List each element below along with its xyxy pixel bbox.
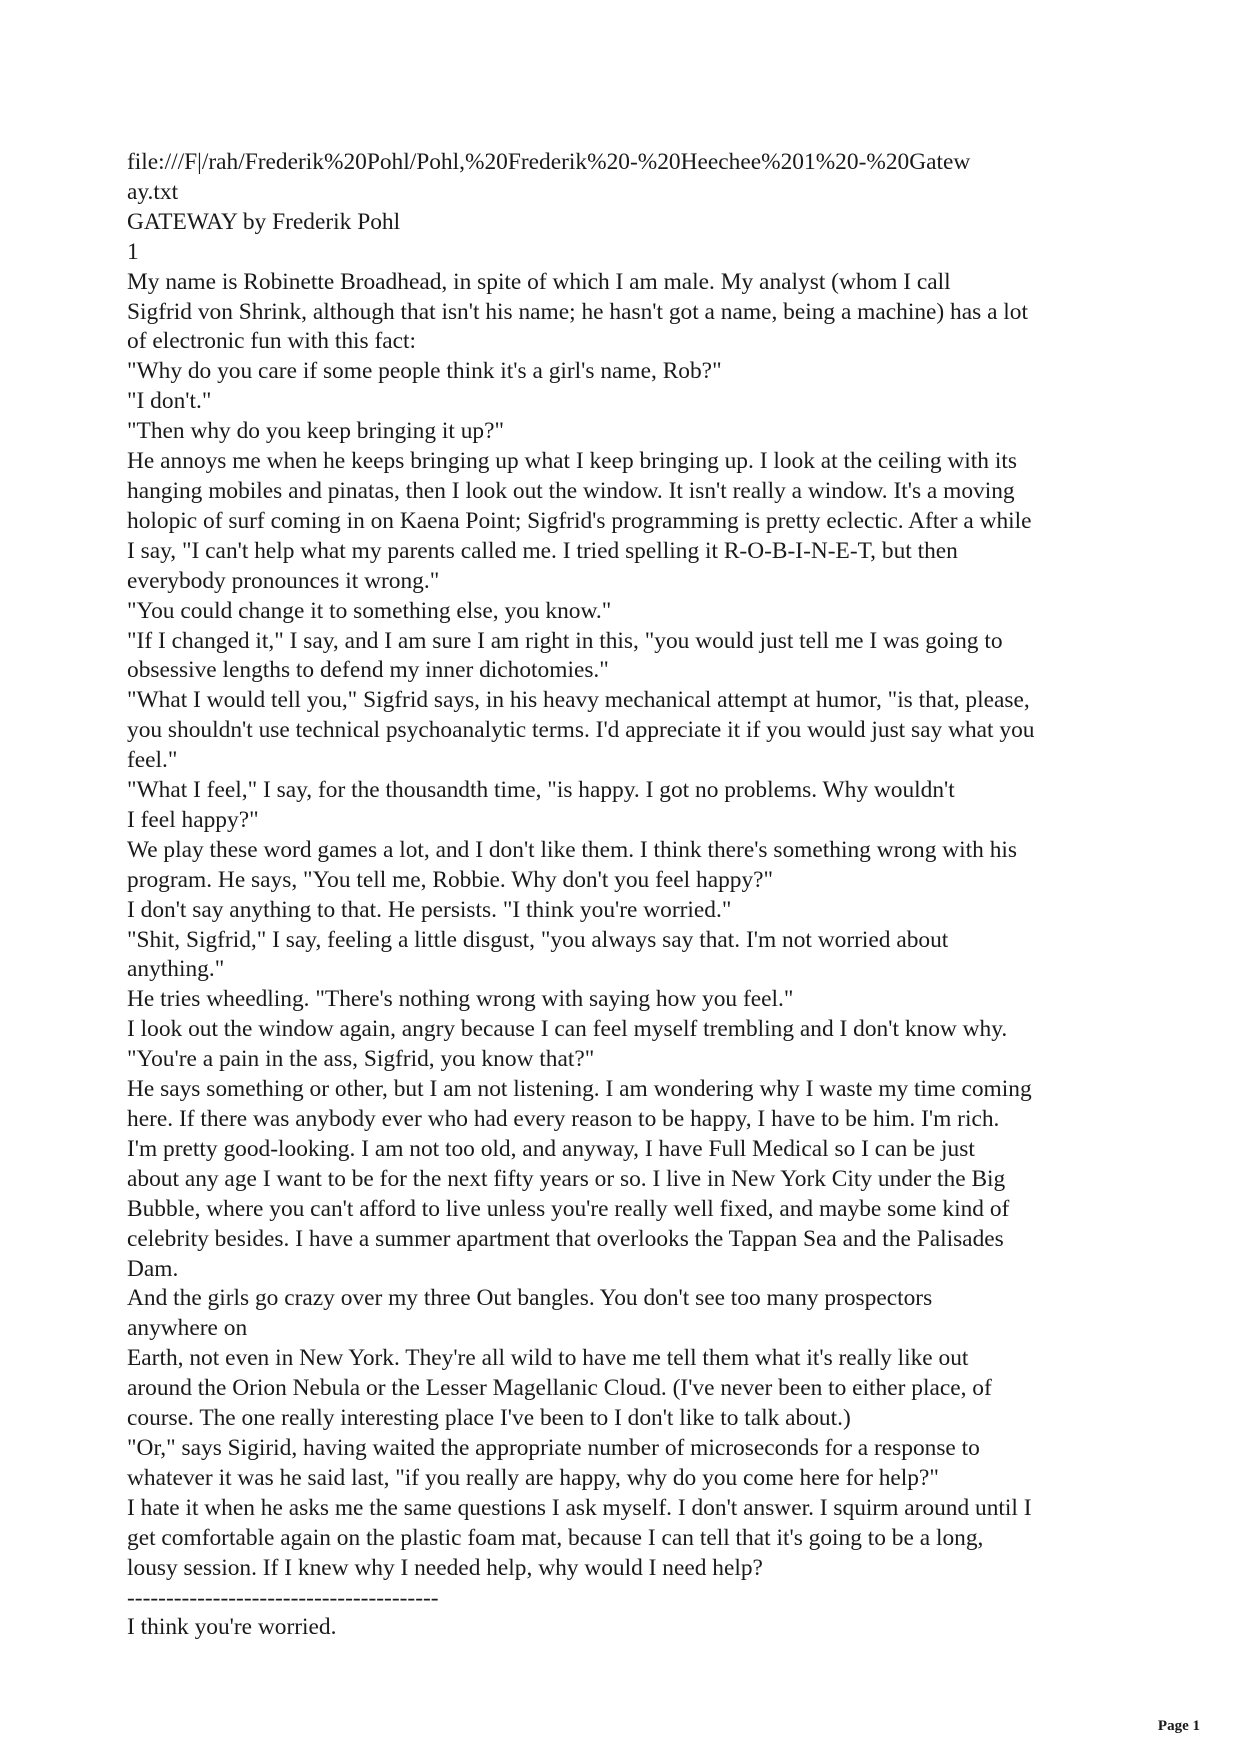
text-line: He annoys me when he keeps bringing up what I keep bringing up. I look at the ceiling with its — [127, 448, 1017, 475]
text-line: 1 — [127, 238, 139, 265]
text-line: ay.txt — [127, 178, 179, 205]
text-line: holopic of surf coming in on Kaena Point; Sigfrid's programming is pretty eclectic. After a while — [127, 507, 1032, 534]
text-line: hanging mobiles and pinatas, then I look out the window. It isn't really a window. It's a moving — [127, 477, 1015, 504]
text-line: course. The one really interesting place I've been to I don't like to talk about.) — [127, 1405, 851, 1432]
text-line: around the Orion Nebula or the Lesser Magellanic Cloud. (I've never been to either place, of — [127, 1375, 992, 1402]
text-line: Bubble, where you can't afford to live unless you're really well fixed, and maybe some kind of — [127, 1195, 1010, 1222]
text-line: "Or," says Sigirid, having waited the appropriate number of microseconds for a response to — [127, 1434, 980, 1461]
text-line: anywhere on — [127, 1315, 248, 1342]
text-line: I feel happy?" — [127, 806, 259, 833]
text-line: ---------------------------------------- — [127, 1584, 439, 1611]
text-line: everybody pronounces it wrong." — [127, 567, 440, 594]
text-line: "What I would tell you," Sigfrid says, in his heavy mechanical attempt at humor, "is that, please, — [127, 687, 1030, 714]
text-line: We play these word games a lot, and I don't like them. I think there's something wrong with his — [127, 836, 1018, 863]
text-line: I say, "I can't help what my parents called me. I tried spelling it R-O-B-I-N-E-T, but then — [127, 537, 958, 564]
document-body — [127, 148, 1117, 1643]
text-line: "You could change it to something else, you know." — [127, 597, 612, 624]
text-line: of electronic fun with this fact: — [127, 328, 417, 355]
text-line: "I don't." — [127, 388, 212, 415]
text-line: My name is Robinette Broadhead, in spite of which I am male. My analyst (whom I call — [127, 268, 951, 295]
text-line: feel." — [127, 747, 178, 774]
text-line: I don't say anything to that. He persists. "I think you're worried." — [127, 896, 732, 923]
text-line: And the girls go crazy over my three Out bangles. You don't see too many prospectors — [127, 1285, 933, 1312]
text-line: obsessive lengths to defend my inner dichotomies." — [127, 657, 609, 684]
text-line: program. He says, "You tell me, Robbie. Why don't you feel happy?" — [127, 866, 774, 893]
text-line: file:///F|/rah/Frederik%20Pohl/Pohl,%20Frederik%20-%20Heechee%201%20-%20Gatew — [127, 149, 971, 175]
text-line: you shouldn't use technical psychoanalytic terms. I'd appreciate it if you would just say what you — [127, 717, 1035, 744]
text-line: I think you're worried. — [127, 1614, 337, 1641]
page-number: Page 1 — [1157, 1718, 1200, 1734]
text-line: I'm pretty good-looking. I am not too old, and anyway, I have Full Medical so I can be just — [127, 1135, 975, 1162]
text-line: "Why do you care if some people think it's a girl's name, Rob?" — [127, 358, 722, 385]
text-line: about any age I want to be for the next fifty years or so. I live in New York City under the Big — [127, 1165, 1006, 1192]
text-line: celebrity besides. I have a summer apartment that overlooks the Tappan Sea and the Palisades — [127, 1225, 1004, 1252]
text-line: anything." — [127, 956, 225, 983]
text-line: whatever it was he said last, "if you really are happy, why do you come here for help?" — [127, 1464, 939, 1491]
text-line: get comfortable again on the plastic foam mat, because I can tell that it's going to be a long, — [127, 1524, 984, 1551]
text-line: He says something or other, but I am not listening. I am wondering why I waste my time coming — [127, 1076, 1032, 1103]
text-line: "You're a pain in the ass, Sigfrid, you know that?" — [127, 1046, 595, 1073]
text-line: Sigfrid von Shrink, although that isn't his name; he hasn't got a name, being a machine) has a lot — [127, 298, 1028, 325]
text-line: lousy session. If I knew why I needed help, why would I need help? — [127, 1554, 763, 1581]
text-line: "If I changed it," I say, and I am sure I am right in this, "you would just tell me I was going to — [127, 627, 1003, 654]
text-line: He tries wheedling. "There's nothing wrong with saying how you feel." — [127, 986, 794, 1013]
text-line: GATEWAY by Frederik Pohl — [127, 208, 401, 235]
text-line: I look out the window again, angry because I can feel myself trembling and I don't know why. — [127, 1016, 1008, 1043]
text-line: "Then why do you keep bringing it up?" — [127, 418, 505, 445]
text-line: Earth, not even in New York. They're all wild to have me tell them what it's really like out — [127, 1345, 969, 1372]
text-line: Dam. — [127, 1255, 179, 1282]
text-line: "What I feel," I say, for the thousandth time, "is happy. I got no problems. Why wouldn't — [127, 777, 955, 804]
text-line: here. If there was anybody ever who had every reason to be happy, I have to be him. I'm rich. — [127, 1106, 1000, 1132]
text-line: "Shit, Sigfrid," I say, feeling a little disgust, "you always say that. I'm not worried about — [127, 926, 949, 953]
text-line: I hate it when he asks me the same questions I ask myself. I don't answer. I squirm around until I — [127, 1494, 1032, 1521]
